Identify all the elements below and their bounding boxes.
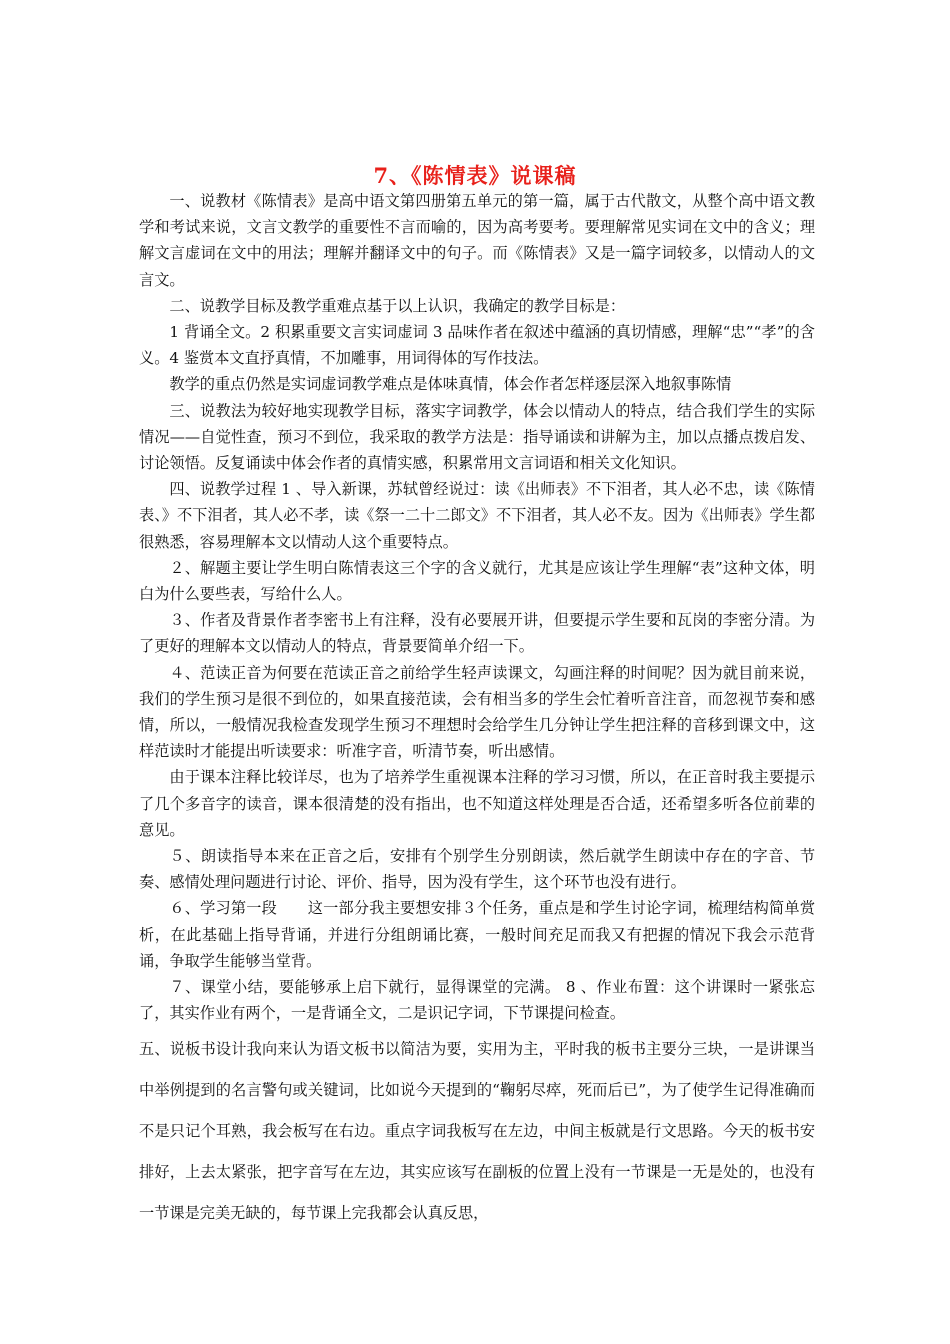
paragraph-process-intro: 四、说教学过程 1 、导入新课，苏轼曾经说过：读《出师表》不下泪者，其人必不忠，读《陈情表、》不下泪者，其人必不孝，读《祭一二十二郎文》不下泪者，其人必不友。因为《出师表》学生都很熟悉，容易理解本文以情动人这个重要特点。 [139,480,815,551]
paragraph-step-4: ４、范读正音为何要在范读正音之前给学生轻声读课文，勾画注释的时间呢？因为就目前来说，我们的学生预习是很不到位的，如果直接范读，会有相当多的学生会忙着听音注音，而忽视节奏和感情，所以，一般情况我检查发现学生预习不理想时会给学生几分钟让学生把注释的音移到课文中，这样范读时才能提出听读要求：听准字音，听清节奏，听出感情。 [139,663,815,761]
paragraph-step-7: ７、课堂小结，要能够承上启下就行，显得课堂的完满。 8 、作业布置：这个讲课时一紧张忘了，其实作业有两个，一是背诵全文，二是识记字词，下节课提问检查。 [139,978,815,1023]
paragraph-step-6: ６、学习第一段 这一部分我主要想安排３个任务，重点是和学生讨论字词，梳理结构简单赏析，在此基础上指导背诵，并进行分组朗诵比赛，一般时间充足而我又有把握的情况下我会示范背诵，争取学生能够当堂背。 [139,899,815,970]
paragraph-step-5: ５、朗读指导本来在正音之后，安排有个别学生分别朗读，然后就学生朗读中存在的字音、节奏、感情处理问题进行讨论、评价、指导，因为没有学生，这个环节也没有进行。 [139,847,815,892]
paragraph-blackboard: 五、说板书设计我向来认为语文板书以简洁为要，实用为主，平时我的板书主要分三块，一是讲课当中举例提到的名言警句或关键词，比如说今天提到的“鞠躬尽瘁，死而后已”，为了使学生记得准确而不是只记个耳熟，我会板写在右边。重点字词我板写在左边，中间主板就是行文思路。今天的板书安排好，上去太紧张，把字音写在左边，其实应该写在副板的位置上没有一节课是一无是处的，也没有一节课是完美无缺的，每节课上完我都会认真反思， [139,1039,815,1222]
document-title: 7、《陈情表》说课稿 [373,163,577,188]
paragraph-step-3: ３、作者及背景作者李密书上有注释，没有必要展开讲，但要提示学生要和瓦岗的李密分清。为了更好的理解本文以情动人的特点，背景要简单介绍一下。 [139,611,815,656]
paragraph-goals-intro: 二、说教学目标及教学重难点基于以上认识，我确定的教学目标是： [169,296,626,315]
paragraph-textbook: 一、说教材《陈情表》是高中语文第四册第五单元的第一篇，属于古代散文，从整个高中语文教学和考试来说，文言文教学的重要性不言而喻的，因为高考要考。要理解常见实词在文中的含义；理解文言虚词在文中的用法；理解并翻译文中的句子。而《陈情表》又是一篇字词较多，以情动人的文言文。 [139,192,815,289]
paragraph-key-points: 教学的重点仍然是实词虚词教学难点是体味真情，体会作者怎样逐层深入地叙事陈情 [169,375,732,394]
paragraph-step-2: ２、解题主要让学生明白陈情表这三个字的含义就行，尤其是应该让学生理解“表”这种文体，明白为什么要些表，写给什么人。 [139,558,815,604]
paragraph-methods: 三、说教法为较好地实现教学目标，落实字词教学，体会以情动人的特点，结合我们学生的实际情况——自觉性查，预习不到位，我采取的教学方法是：指导诵读和讲解为主，加以点播点拨启发、讨论领悟。反复诵读中体会作者的真情实感，积累常用文言词语和相关文化知识。 [139,401,815,473]
paragraph-annotation-note: 由于课本注释比较详尽，也为了培养学生重视课本注释的学习习惯，所以，在正音时我主要提示了几个多音字的读音，课本很清楚的没有指出，也不知道这样处理是否合适，还希望多听各位前辈的意见。 [139,768,815,839]
paragraph-goals-list: 1 背诵全文。2 积累重要文言实词虚词 3 品味作者在叙述中蕴涵的真切情感，理解“忠”“孝”的含义。4 鉴赏本文直抒真情，不加雕事，用词得体的写作技法。 [139,323,815,368]
document-body [139,188,815,1234]
